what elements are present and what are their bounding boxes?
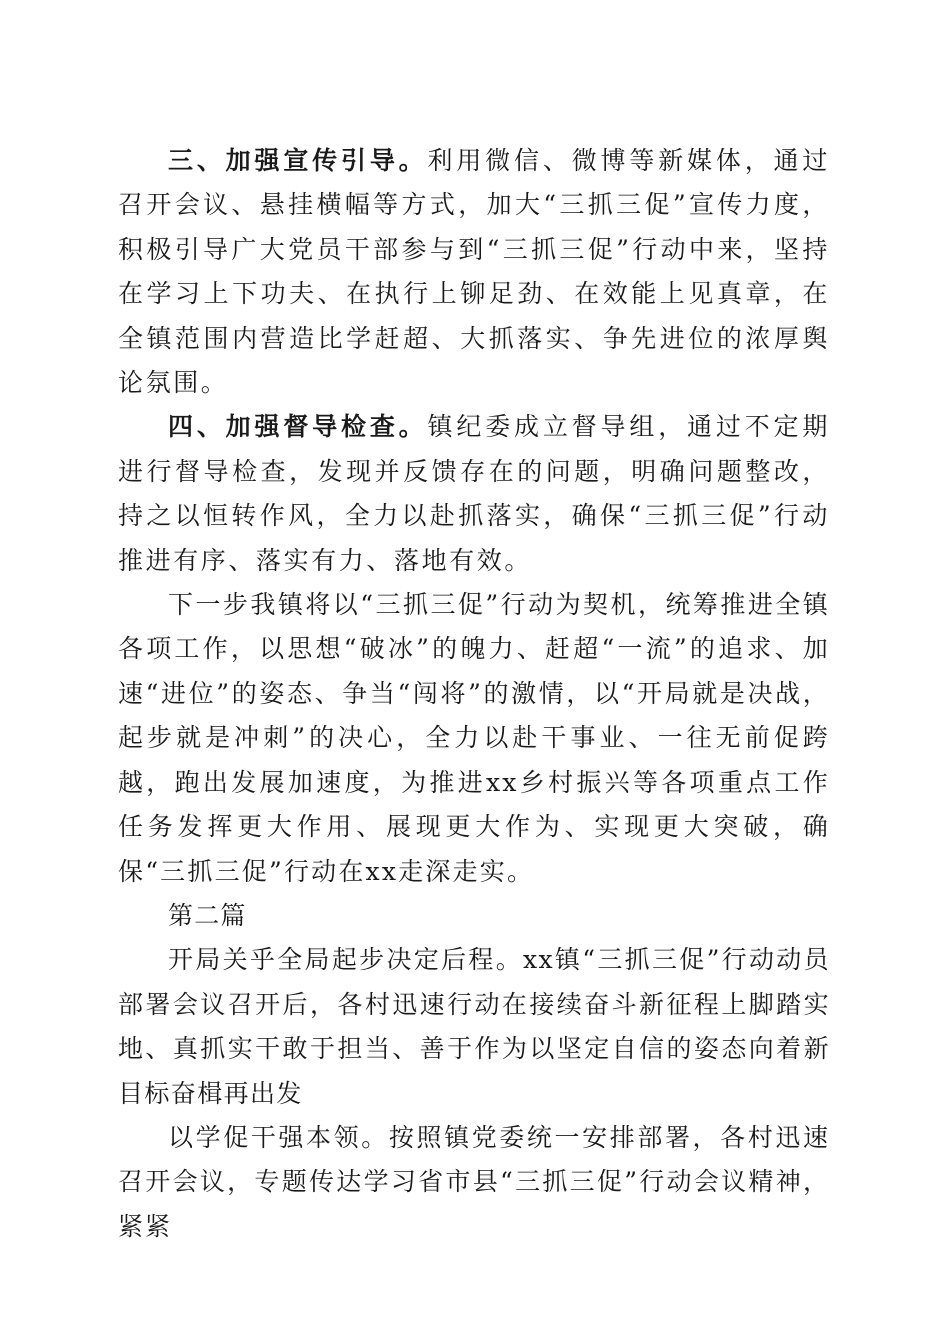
section-title: 第二篇 [168,900,247,930]
paragraph-text: 以学促干强本领。按照镇党委统一安排部署，各村迅速召开会议，专题传达学习省市县“三抓三促”行动会议精神，紧紧 [118,1122,830,1241]
paragraph-next-steps [118,583,830,894]
document-body [118,139,830,1249]
paragraph-text: 利用微信、微博等新媒体，通过召开会议、悬挂横幅等方式，加大“三抓三促”宣传力度，积极引导广大党员干部参与到“三抓三促”行动中来，坚持在学习上下功夫、在执行上铆足劲、在效能上见真章，在全镇范围内营造比学赶超、大抓落实、争先进位的浓厚舆论氛围。 [118,146,830,398]
paragraph-publicity [118,139,830,405]
paragraph-text: 镇纪委成立督导组，通过不定期进行督导检查，发现并反馈存在的问题，明确问题整改，持之以恒转作风，全力以赴抓落实，确保“三抓三促”行动推进有序、落实有力、落地有效。 [118,412,830,575]
paragraph-heading: 四、加强督导检查。 [168,412,428,442]
paragraph-text: 开局关乎全局起步决定后程。xx镇“三抓三促”行动动员部署会议召开后，各村迅速行动在接续奋斗新征程上脚踏实地、真抓实干敢于担当、善于作为以坚定自信的姿态向着新目标奋楫再出发 [118,945,830,1108]
paragraph-section-intro [118,938,830,1116]
paragraph-heading: 三、加强宣传引导。 [168,146,428,175]
paragraph-text: 下一步我镇将以“三抓三促”行动为契机，统筹推进全镇各项工作，以思想“破冰”的魄力、赶超“一流”的追求、加速“进位”的姿态、争当“闯将”的激情，以“开局就是决战，起步就是冲刺”的决心，全力以赴干事业、一往无前促跨越，跑出发展加速度，为推进xx乡村振兴等各项重点工作任务发挥更大作用、展现更大作为、实现更大突破，确保“三抓三促”行动在xx走深走实。 [118,590,830,886]
paragraph-study [118,1116,830,1249]
paragraph-supervision [118,405,830,583]
